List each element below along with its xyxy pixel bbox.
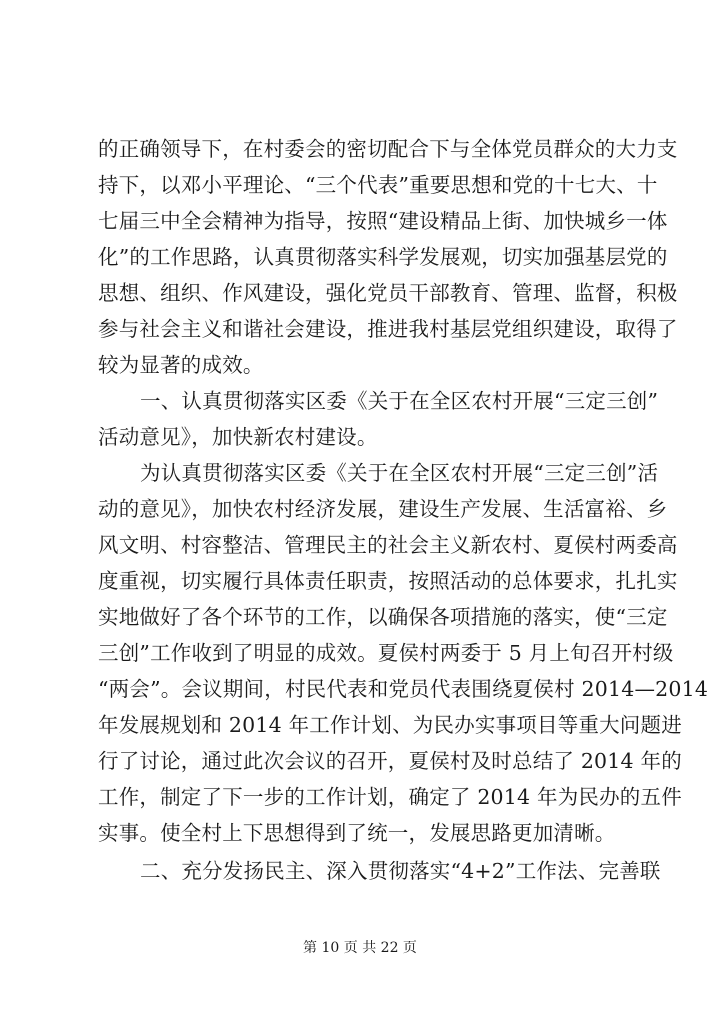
body-line-15: 三创”工作收到了明显的成效。夏侯村两委于 5 月上旬召开村级 xyxy=(98,641,674,665)
body-line-5: 思想、组织、作风建设，强化党员干部教育、管理、监督，积极 xyxy=(98,281,678,305)
body-line-17: 年发展规划和 2014 年工作计划、为民办实事项目等重大问题进 xyxy=(98,713,682,737)
body-line-16: “两会”。会议期间，村民代表和党员代表围绕夏侯村 2014—2014 xyxy=(98,677,709,701)
body-line-12: 风文明、村容整洁、管理民主的社会主义新农村、夏侯村两委高 xyxy=(98,533,678,557)
section-heading-2-line-1: 二、充分发扬民主、深入贯彻落实“4+2”工作法、完善联 xyxy=(140,859,661,883)
body-line-11: 动的意见》，加快农村经济发展，建设生产发展、生活富裕、乡 xyxy=(98,497,668,521)
body-line-19: 工作，制定了下一步的工作计划，确定了 2014 年为民办的五件 xyxy=(98,785,682,809)
body-line-3: 七届三中全会精神为指导，按照“建设精品上街、加快城乡一体 xyxy=(98,209,668,233)
body-line-13: 度重视，切实履行具体责任职责，按照活动的总体要求，扎扎实 xyxy=(98,569,678,593)
body-line-20: 实事。使全村上下思想得到了统一，发展思路更加清晰。 xyxy=(98,821,616,845)
section-heading-1-line-1: 一、认真贯彻落实区委《关于在全区农村开展“三定三创” xyxy=(140,389,659,413)
body-line-7: 较为显著的成效。 xyxy=(98,353,264,377)
body-line-14: 实地做好了各个环节的工作，以确保各项措施的落实，使“三定 xyxy=(98,605,668,629)
body-line-18: 行了讨论，通过此次会议的召开，夏侯村及时总结了 2014 年的 xyxy=(98,749,682,773)
body-line-2: 持下，以邓小平理论、“三个代表”重要思想和党的十七大、十 xyxy=(98,173,658,197)
section-heading-1-line-2: 活动意见》，加快新农村建设。 xyxy=(98,425,378,449)
body-line-6: 参与社会主义和谐社会建设，推进我村基层党组织建设，取得了 xyxy=(98,317,678,341)
body-line-1: 的正确领导下，在村委会的密切配合下与全体党员群众的大力支 xyxy=(98,137,678,161)
body-line-10: 为认真贯彻落实区委《关于在全区农村开展“三定三创”活 xyxy=(140,461,659,485)
page-number-label: 第 10 页 共 22 页 xyxy=(303,940,417,956)
body-line-4: 化”的工作思路，认真贯彻落实科学发展观，切实加强基层党的 xyxy=(98,245,668,269)
page-footer xyxy=(0,937,720,957)
